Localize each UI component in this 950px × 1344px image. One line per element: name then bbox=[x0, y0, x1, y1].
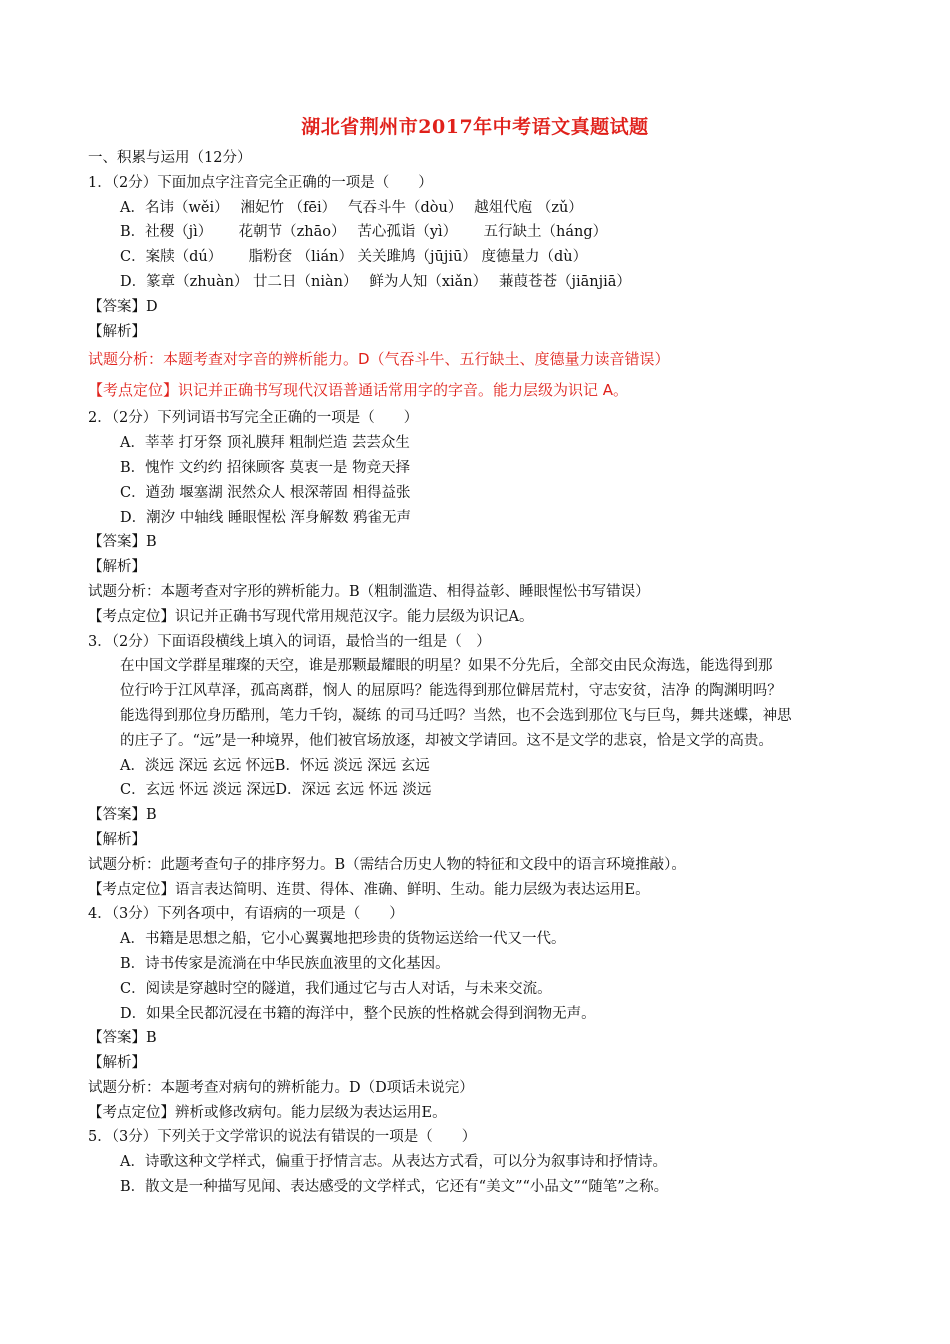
option-line: A．书籍是思想之船，它小心翼翼地把珍贵的货物运送给一代又一代。 bbox=[120, 931, 566, 948]
option-line: C．阅读是穿越时空的隧道，我们通过它与古人对话，与未来交流。 bbox=[120, 980, 552, 997]
option-line: D．篆章（zhuàn） 廿二日（niàn） 鲜为人知（xiǎn） 蒹葭苍苍（jiānjiā） bbox=[120, 273, 631, 290]
text-line: 4．（3分）下列各项中，有语病的一项是（ ） bbox=[88, 906, 404, 923]
text-line: 【答案】B bbox=[88, 534, 157, 551]
text-line: 【解析】 bbox=[88, 1055, 146, 1072]
text-line: 试题分析：本题考查对字形的辨析能力。B（粗制滥造、相得益彰、睡眼惺忪书写错误） bbox=[88, 583, 650, 600]
text-line: 2．（2分）下列词语书写完全正确的一项是（ ） bbox=[88, 410, 419, 427]
text-line: 【答案】B bbox=[88, 1030, 157, 1047]
option-line: A．名讳（wěi） 湘妃竹 （fēi） 气吞斗牛（dòu） 越俎代庖 （zǔ） bbox=[120, 199, 583, 216]
text-line: 【考点定位】辨析或修改病句。能力层级为表达运用E。 bbox=[88, 1104, 447, 1121]
text-line: 3．（2分）下面语段横线上填入的词语，最恰当的一组是（ ） bbox=[88, 633, 491, 650]
text-line: 【考点定位】语言表达简明、连贯、得体、准确、鲜明、生动。能力层级为表达运用E。 bbox=[88, 881, 650, 898]
analysis-highlight-line: 试题分析：本题考查对字音的辨析能力。D（气吞斗牛、五行缺土、度德量力读音错误） bbox=[88, 350, 670, 369]
text-line: 【解析】 bbox=[88, 831, 146, 848]
text-line: 位行吟于江风草泽，孤高离群，悯人 的屈原吗？能选得到那位僻居荒村，守志安贫，洁净 的陶渊明吗？ bbox=[120, 683, 782, 700]
option-line: B．散文是一种描写见闻、表达感受的文学样式，它还有“美文”“小品文”“随笔”之称。 bbox=[120, 1179, 669, 1196]
document-title: 湖北省荆州市2017年中考语文真题试题 bbox=[301, 116, 649, 138]
option-line: B．社稷（jì） 花朝节（zhāo） 苦心孤诣（yì） 五行缺土（háng） bbox=[120, 224, 608, 241]
text-line: 【答案】D bbox=[88, 298, 158, 315]
option-line: C．玄远 怀远 淡远 深远D．深远 玄远 怀远 淡远 bbox=[120, 782, 432, 799]
option-line: B．诗书传家是流淌在中华民族血液里的文化基因。 bbox=[120, 955, 450, 972]
text-line: 5．（3分）下列关于文学常识的说法有错误的一项是（ ） bbox=[88, 1129, 477, 1146]
option-line: C．遒劲 堰塞湖 泯然众人 根深蒂固 相得益张 bbox=[120, 484, 411, 501]
text-line: 【解析】 bbox=[88, 323, 146, 340]
option-line: D．如果全民都沉浸在书籍的海洋中，整个民族的性格就会得到润物无声。 bbox=[120, 1005, 596, 1022]
text-line: 一、积累与运用（12分） bbox=[88, 150, 252, 166]
text-line: 【解析】 bbox=[88, 559, 146, 576]
option-line: B．愧怍 文约约 招徕顾客 莫衷一是 物竞天择 bbox=[120, 459, 411, 476]
text-line: 【答案】B bbox=[88, 807, 157, 824]
option-line: A．诗歌这种文学样式，偏重于抒情言志。从表达方式看，可以分为叙事诗和抒情诗。 bbox=[120, 1154, 667, 1171]
option-line: A．淡远 深远 玄远 怀远B．怀远 淡远 深远 玄远 bbox=[120, 757, 430, 774]
option-line: D．潮汐 中轴线 睡眼惺松 浑身解数 鸦雀无声 bbox=[120, 509, 412, 526]
text-line: 在中国文学群星璀璨的天空，谁是那颗最耀眼的明星？如果不分先后，全部交由民众海选，能选得到那 bbox=[120, 658, 773, 675]
option-line: A．莘莘 打牙祭 顶礼膜拜 粗制烂造 芸芸众生 bbox=[120, 435, 410, 452]
analysis-highlight-line: 【考点定位】识记并正确书写现代汉语普通话常用字的字音。能力层级为识记 A。 bbox=[88, 381, 629, 400]
text-line: 1．（2分）下面加点字注音完全正确的一项是（ ） bbox=[88, 174, 433, 191]
option-line: C．案牍（dú） 脂粉奁 （lián） 关关雎鸠（jūjiū） 度德量力（dù） bbox=[120, 249, 588, 266]
text-line: 的庄子了。“远”是一种境界，他们被官场放逐，却被文学请回。这不是文学的悲哀，恰是文学的高贵。 bbox=[120, 732, 773, 749]
text-line: 试题分析：此题考查句子的排序努力。B（需结合历史人物的特征和文段中的语言环境推敲）。 bbox=[88, 856, 686, 873]
text-line: 能选得到那位身历酷刑，笔力千钧，凝练 的司马迁吗？当然，也不会选到那位飞与巨鸟，舞共迷蝶，神思 bbox=[120, 707, 792, 724]
text-line: 试题分析：本题考查对病句的辨析能力。D（D项话未说完） bbox=[88, 1079, 474, 1096]
text-line: 【考点定位】识记并正确书写现代常用规范汉字。能力层级为识记A。 bbox=[88, 608, 534, 625]
document-body bbox=[88, 146, 918, 1200]
